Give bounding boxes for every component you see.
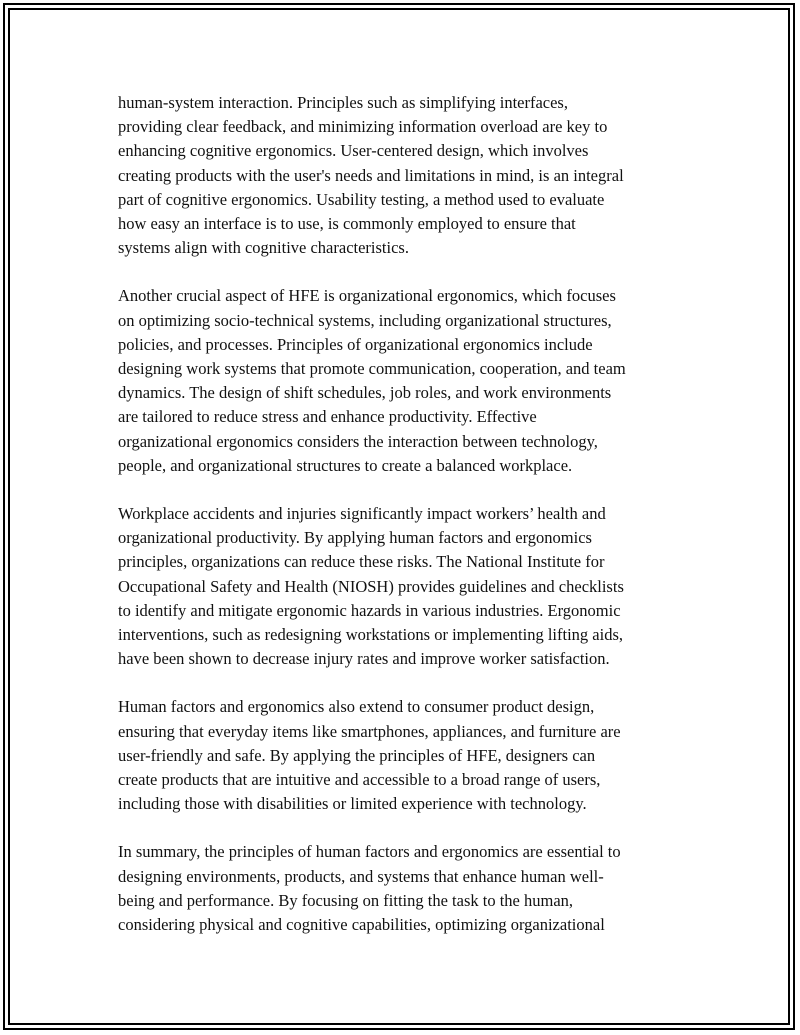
text-line: In summary, the principles of human factors and ergonomics are essential to [118, 842, 621, 862]
text-line: create products that are intuitive and accessible to a broad range of users, [118, 770, 601, 790]
text-line: Another crucial aspect of HFE is organizational ergonomics, which focuses [118, 286, 616, 306]
text-line: how easy an interface is to use, is commonly employed to ensure that [118, 214, 576, 234]
text-line: policies, and processes. Principles of organizational ergonomics include [118, 334, 593, 354]
text-line: being and performance. By focusing on fitting the task to the human, [118, 890, 574, 910]
text-line: systems align with cognitive characteristics. [118, 238, 409, 258]
text-line: dynamics. The design of shift schedules, job roles, and work environments [118, 383, 612, 403]
text-line: people, and organizational structures to create a balanced workplace. [118, 455, 573, 475]
text-line: have been shown to decrease injury rates and improve worker satisfaction. [118, 649, 610, 669]
paragraph-workplace-safety [118, 502, 698, 671]
text-line: enhancing cognitive ergonomics. User-centered design, which involves [118, 141, 589, 161]
text-line: creating products with the user's needs and limitations in mind, is an integral [118, 165, 624, 185]
text-line: designing environments, products, and systems that enhance human well- [118, 866, 604, 886]
text-line: part of cognitive ergonomics. Usability testing, a method used to evaluate [118, 189, 605, 209]
text-line: interventions, such as redesigning workstations or implementing lifting aids, [118, 625, 624, 645]
text-line: are tailored to reduce stress and enhance productivity. Effective [118, 407, 537, 427]
paragraph-summary [118, 840, 698, 937]
text-line: human-system interaction. Principles such as simplifying interfaces, [118, 93, 568, 112]
text-line: considering physical and cognitive capabilities, optimizing organizational [118, 915, 605, 935]
paragraph-organizational-ergonomics [118, 284, 698, 478]
text-line: principles, organizations can reduce these risks. The National Institute for [118, 552, 605, 572]
text-line: Human factors and ergonomics also extend to consumer product design, [118, 697, 595, 717]
text-line: Occupational Safety and Health (NIOSH) provides guidelines and checklists [118, 576, 624, 596]
text-line: on optimizing socio-technical systems, including organizational structures, [118, 310, 612, 330]
text-line: Workplace accidents and injuries significantly impact workers’ health and [118, 504, 606, 524]
text-line: organizational ergonomics considers the interaction between technology, [118, 431, 598, 451]
text-line: user-friendly and safe. By applying the principles of HFE, designers can [118, 745, 596, 765]
text-line: including those with disabilities or limited experience with technology. [118, 794, 587, 814]
text-line: organizational productivity. By applying human factors and ergonomics [118, 528, 592, 548]
paragraph-cognitive-ergonomics [118, 91, 698, 260]
document-body [118, 91, 698, 961]
text-line: designing work systems that promote communication, cooperation, and team [118, 359, 626, 379]
paragraph-consumer-product-design [118, 695, 698, 816]
text-line: providing clear feedback, and minimizing information overload are key to [118, 117, 608, 137]
text-line: ensuring that everyday items like smartphones, appliances, and furniture are [118, 721, 621, 741]
text-line: to identify and mitigate ergonomic hazards in various industries. Ergonomic [118, 600, 621, 620]
